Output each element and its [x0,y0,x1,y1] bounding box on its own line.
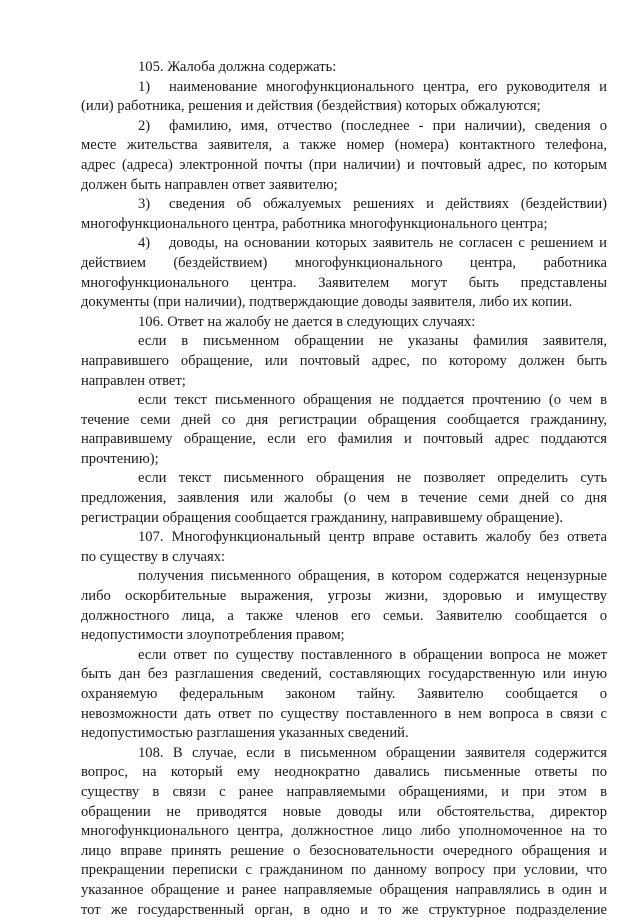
text-line [81,352,608,372]
text-line [81,744,608,764]
line-text: быть дан без разглашения сведений, составляющих государственную или иную [81,666,607,683]
line-text: направившего обращение, или почтовый адрес, по которому должен быть [81,352,607,369]
line-text: действием (бездействием) многофункционального центра, работника [81,254,607,271]
line-text: многофункционального центра. Заявителем могут быть представлены [81,274,607,291]
line-text: тот же государственный орган, в одно и то же структурное подразделение [81,901,607,918]
text-line [81,705,608,725]
list-number: 4) [138,235,151,252]
line-text: фамилию, имя, отчество (последнее - при наличии), сведения о [169,117,607,134]
text-line [81,822,608,842]
line-text: наименование многофункционального центра, его руководителя и [169,78,607,95]
text-line [81,469,608,489]
list-number: 1) [138,78,151,95]
text-line [81,293,608,313]
line-text: должен быть направлен ответ заявителю; [81,176,338,193]
line-text: месте жительства заявителя, а также номер (номера) контактного телефона, [81,137,607,154]
line-text: недопустимости злоупотребления правом; [81,627,345,644]
line-text: вопрос, на который ему неоднократно давались письменные ответы по [81,764,607,781]
line-text: получения письменного обращения, в котором содержатся нецензурные [138,568,607,585]
line-text: существу в связи с ранее направляемыми обращениями, и при этом в [81,783,607,800]
line-text: предложения, заявления или жалобы (о чем в течение семи дней со дня [81,490,607,507]
line-text: указанное обращение и ранее направляемые обращения направлялись в один и [81,881,607,898]
line-text: по существу в случаях: [81,548,226,565]
line-text: (или) работника, решения и действия (бездействия) которых обжалуются; [81,98,541,115]
line-text: лицо вправе принять решение о безосновательности очередного обращения и [81,842,607,859]
line-text: многофункционального центра, работника многофункционального центра; [81,215,548,232]
text-line [81,587,608,607]
text-line [81,803,608,823]
text-line [81,332,608,352]
text-line [81,391,608,411]
text-line [81,685,608,705]
text-line [81,724,608,744]
line-text: направившему обращение, если его фамилия и почтовый адрес поддаются [81,431,607,448]
line-text: 106. Ответ на жалобу не дается в следующих случаях: [138,313,476,330]
line-text: должностного лица, а также членов его семьи. Заявителю сообщается о [81,607,607,624]
text-line [81,195,608,215]
line-text: 108. В случае, если в письменном обращении заявителя содержится [138,744,607,761]
text-line [81,372,608,392]
line-text: 107. Многофункциональный центр вправе оставить жалобу без ответа [138,529,607,546]
line-text: прекращении переписки с гражданином по данному вопросу при условии, что [81,862,607,879]
line-text: обращении не приводятся новые доводы или обстоятельства, директор [81,803,607,820]
text-line [81,881,608,901]
text-line [81,313,608,333]
text-line [81,548,608,568]
list-number: 3) [138,196,151,213]
text-line [81,509,608,529]
text-line [81,156,608,176]
list-number: 2) [138,117,151,134]
text-line [81,861,608,881]
line-text: прочтению); [81,450,159,467]
text-line [81,901,608,920]
text-line [81,528,608,548]
line-text: направлен ответ; [81,372,186,389]
line-text: охраняемую федеральным законом тайну. Заявителю сообщается о [81,686,607,702]
line-text: течение семи дней со дня регистрации обращения сообщается гражданину, [81,411,607,428]
text-line [81,607,608,627]
text-line [81,450,608,470]
text-line [81,763,608,783]
line-text: многофункционального центра, должностное лицо либо уполномоченное на то [81,823,607,840]
text-line [81,254,608,274]
line-text: адрес (адреса) электронной почты (при наличии) и почтовый адрес, по которым [81,156,607,173]
text-line [81,430,608,450]
line-text: если текст письменного обращения не поддается прочтению (о чем в [138,392,607,409]
text-line [81,489,608,509]
line-text: регистрации обращения сообщается гражданину, направившему обращение). [81,509,564,526]
text-line [81,78,608,98]
line-text: доводы, на основании которых заявитель не согласен с решением и [169,235,607,252]
text-line [81,97,608,117]
line-text: если в письменном обращении не указаны фамилия заявителя, [138,333,607,350]
line-text: недопустимостью разглашения указанных сведений. [81,725,409,742]
text-line [81,234,608,254]
text-line [81,274,608,294]
line-text: сведения об обжалуемых решениях и действиях (бездействии) [169,196,607,213]
text-line [81,626,608,646]
text-line [81,176,608,196]
line-text: документы (при наличии), подтверждающие доводы заявителя, либо их копии. [81,294,573,311]
text-line [81,58,608,78]
text-line [81,646,608,666]
text-line [81,215,608,235]
text-line [81,842,608,862]
line-text: если текст письменного обращения не позволяет определить суть [138,470,607,487]
line-text: 105. Жалоба должна содержать: [138,59,337,75]
line-text: невозможности дать ответ по существу поставленного в нем вопроса в связи с [81,705,607,722]
text-line [81,136,608,156]
line-text: если ответ по существу поставленного в обращении вопроса не может [138,646,607,663]
text-line [81,783,608,803]
text-line [81,117,608,137]
text-line [81,411,608,431]
text-line [81,567,608,587]
line-text: либо оскорбительные выражения, угрозы жизни, здоровью и имуществу [81,588,607,605]
text-line [81,665,608,685]
document-body [81,58,608,920]
